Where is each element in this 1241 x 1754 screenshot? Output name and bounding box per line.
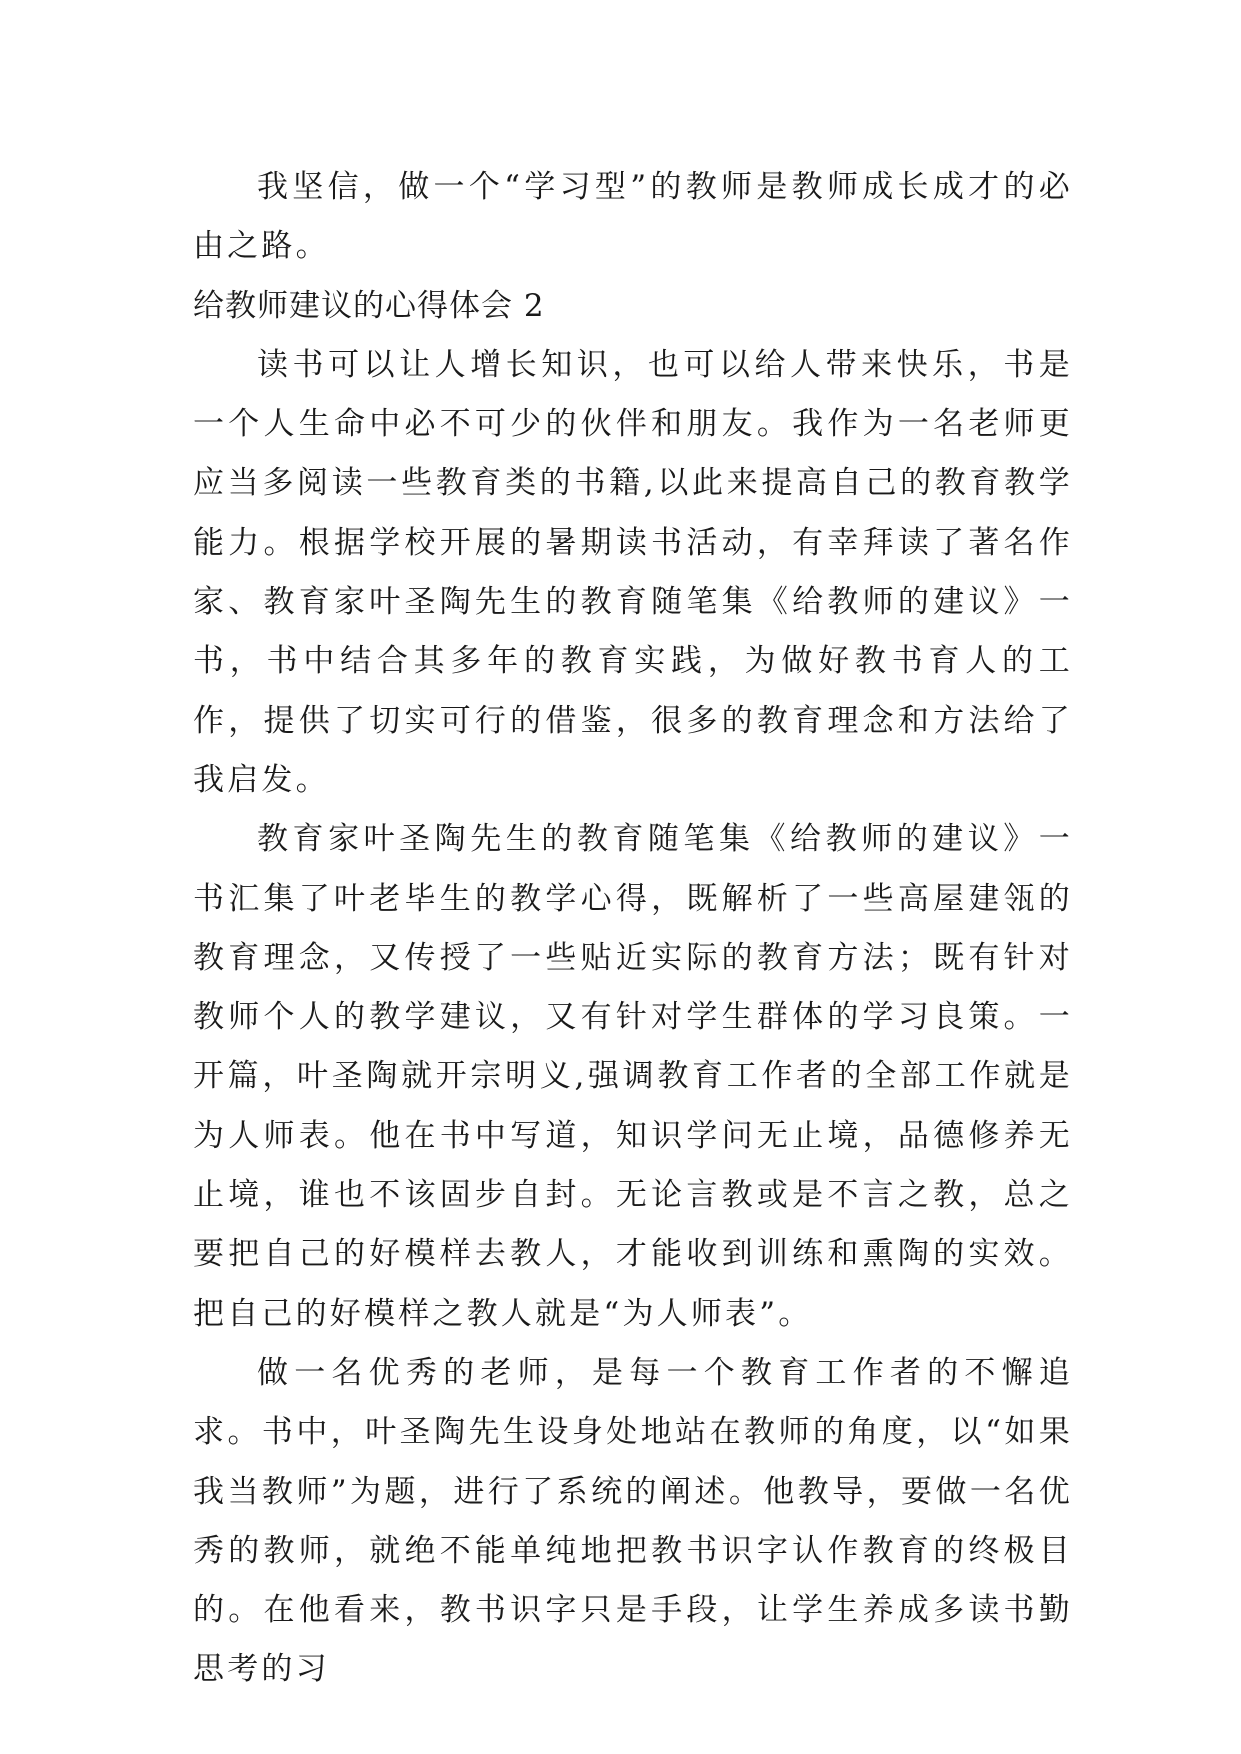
paragraph-ye-shengtao-essays: 教育家叶圣陶先生的教育随笔集《给教师的建议》一书汇集了叶老毕生的教学心得，既解析了一些高屋建瓴的教育理念，又传授了一些贴近实际的教育方法；既有针对教师个人的教学建议，又有针对学生群体的学习良策。一开篇，叶圣陶就开宗明义,强调教育工作者的全部工作就是为人师表。他在书中写道，知识学问无止境，品德修养无止境，谁也不该固步自封。无论言教或是不言之教，总之要把自己的好模样去教人，才能收到训练和熏陶的实效。把自己的好模样之教人就是“为人师表”。 xyxy=(193,821,1073,1332)
paragraph-reading-books: 读书可以让人增长知识，也可以给人带来快乐，书是一个人生命中必不可少的伙伴和朋友。我作为一名老师更应当多阅读一些教育类的书籍,以此来提高自己的教育教学能力。根据学校开展的暑期读书活动，有幸拜读了著名作家、教育家叶圣陶先生的教育随笔集《给教师的建议》一书，书中结合其多年的教育实践，为做好教书育人的工作，提供了切实可行的借鉴，很多的教育理念和方法给了我启发。 xyxy=(193,346,1073,798)
section-heading: 给教师建议的心得体会 2 xyxy=(193,287,545,324)
paragraph-learning-teacher: 我坚信，做一个“学习型”的教师是教师成长成才的必由之路。 xyxy=(193,169,1073,265)
document-body xyxy=(193,158,1073,1700)
paragraph-excellent-teacher: 做一名优秀的老师，是每一个教育工作者的不懈追求。书中，叶圣陶先生设身处地站在教师的角度，以“如果我当教师”为题，进行了系统的阐述。他教导，要做一名优秀的教师，就绝不能单纯地把教书识字认作教育的终极目的。在他看来，教书识字只是手段，让学生养成多读书勤思考的习 xyxy=(193,1354,1073,1688)
